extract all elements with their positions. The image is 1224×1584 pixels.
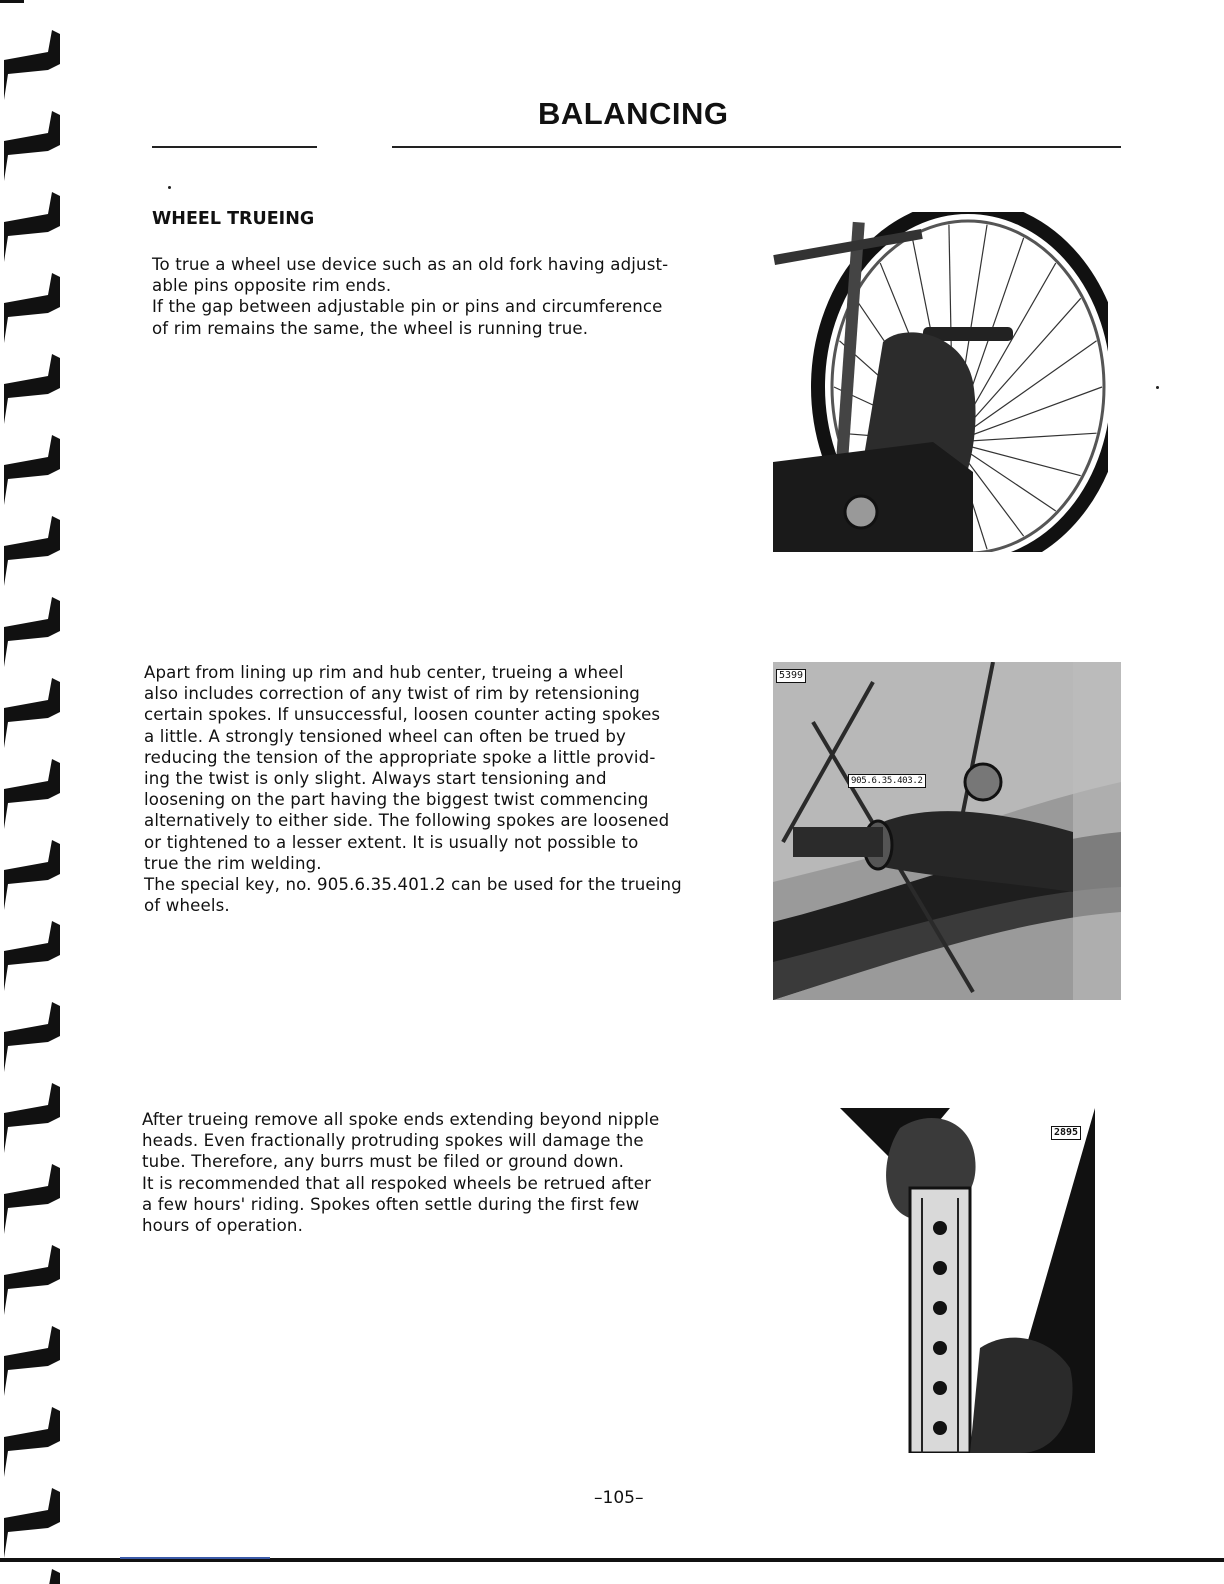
- binding-loop: [4, 111, 60, 181]
- top-edge-mark: [0, 0, 24, 3]
- text-line: hours of operation.: [142, 1216, 303, 1236]
- binding-loop: [4, 1002, 60, 1072]
- speck: [1156, 386, 1159, 389]
- section-heading: WHEEL TRUEING: [152, 209, 315, 229]
- binding-loop: [4, 1569, 60, 1584]
- figure-number-label: 5399: [776, 669, 806, 683]
- text-line: If the gap between adjustable pin or pins and circumference: [152, 297, 663, 317]
- spoke-nipple: [933, 1301, 947, 1315]
- text-line: heads. Even fractionally protruding spokes will damage the: [142, 1131, 644, 1151]
- binding-loop: [4, 840, 60, 910]
- title-rule-left: [152, 146, 317, 148]
- text-line: or tightened to a lesser extent. It is usually not possible to: [144, 832, 639, 852]
- text-line: certain spokes. If unsuccessful, loosen counter acting spokes: [144, 705, 661, 725]
- spoke-nipple: [933, 1261, 947, 1275]
- text-line: ing the twist is only slight. Always start tensioning and: [144, 769, 607, 789]
- binding-loop: [4, 1326, 60, 1396]
- page-title: BALANCING: [538, 96, 729, 131]
- binding-loop: [4, 1488, 60, 1558]
- binding-loop: [4, 759, 60, 829]
- binding-loop: [4, 273, 60, 343]
- paragraph-fork-device: [152, 254, 716, 339]
- filing-spoke-ends-photo: [840, 1108, 1095, 1453]
- binding-loop: [4, 1407, 60, 1477]
- text-line: also includes correction of any twist of rim by retensioning: [144, 684, 640, 704]
- binding-loop: [4, 516, 60, 586]
- text-line: able pins opposite rim ends.: [152, 276, 392, 296]
- title-rule-right: [392, 146, 1121, 148]
- wheel-in-fork-photo: [773, 212, 1108, 552]
- text-line: The special key, no. 905.6.35.401.2 can be used for the trueing: [144, 875, 682, 895]
- paragraph-spoke-ends: [142, 1109, 710, 1236]
- binding-loop: [4, 354, 60, 424]
- binding-loop: [4, 1245, 60, 1315]
- spoke-nipple: [933, 1341, 947, 1355]
- text-line: alternatively to either side. The following spokes are loosened: [144, 811, 670, 831]
- spoke-nipple: [933, 1381, 947, 1395]
- binding-loop: [4, 192, 60, 262]
- figure-number-label: 2895: [1051, 1126, 1081, 1140]
- binding-strip: [0, 0, 70, 1584]
- text-line: reducing the tension of the appropriate spoke a little provid-: [144, 747, 656, 767]
- spoke-nipple: [933, 1421, 947, 1435]
- page-number: –105–: [594, 1488, 644, 1508]
- binding-loop: [4, 435, 60, 505]
- binding-loop: [4, 597, 60, 667]
- spoke-nipple: [933, 1221, 947, 1235]
- speck: [168, 186, 171, 189]
- text-line: a little. A strongly tensioned wheel can often be trued by: [144, 726, 626, 746]
- text-line: It is recommended that all respoked wheels be retrued after: [142, 1173, 652, 1193]
- bottom-edge-accent: [120, 1557, 270, 1559]
- text-line: a few hours' riding. Spokes often settle during the first few: [142, 1194, 640, 1214]
- binding-loop: [4, 1164, 60, 1234]
- spoke-key-photo: [773, 662, 1121, 1000]
- binding-loop: [4, 30, 60, 100]
- text-line: of rim remains the same, the wheel is running true.: [152, 318, 589, 338]
- text-line: Apart from lining up rim and hub center, trueing a wheel: [144, 663, 624, 682]
- text-line: loosening on the part having the biggest twist commencing: [144, 790, 649, 810]
- text-line: tube. Therefore, any burrs must be filed or ground down.: [142, 1152, 625, 1172]
- tool-number-label: 905.6.35.403.2: [848, 774, 926, 788]
- binding-loop: [4, 678, 60, 748]
- text-line: true the rim welding.: [144, 853, 322, 873]
- binding-loop: [4, 1083, 60, 1153]
- text-line: To true a wheel use device such as an old fork having adjust-: [152, 255, 669, 274]
- text-line: of wheels.: [144, 896, 230, 916]
- text-line: After trueing remove all spoke ends extending beyond nipple: [142, 1110, 660, 1129]
- paragraph-twist-correction: [144, 662, 712, 916]
- binding-loop: [4, 921, 60, 991]
